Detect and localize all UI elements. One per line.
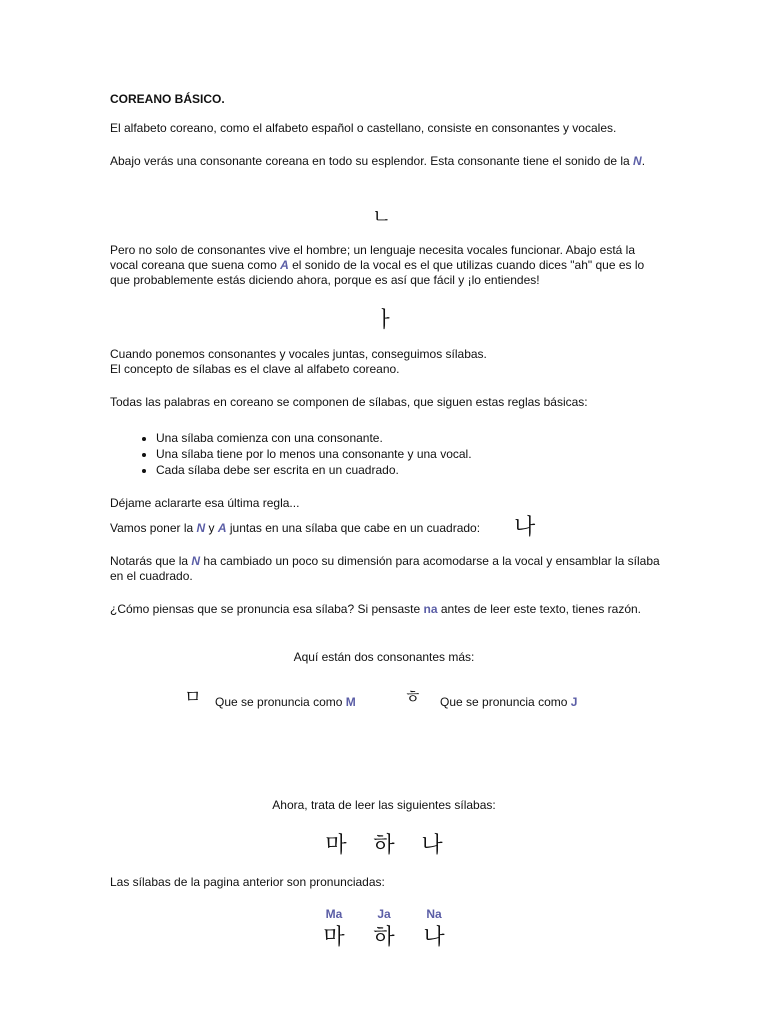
vowel-paragraph: Pero no solo de consonantes vive el hombre; un lenguaje necesita vocales funcionar. Abajo está la vocal coreana que suena como A el sonido de la vocal es el que utilizas cuando dices "ah" que es lo que probablemente estás diciendo ahora, porque es así que fácil y ¡lo entiendes!	[110, 243, 645, 287]
syllable-ma: 마	[325, 833, 347, 858]
pronounced-paragraph: Las sílabas de la pagina anterior son pronunciadas:	[110, 875, 385, 889]
korean-syllable-na: 나	[514, 515, 536, 540]
syllable-ma: 마	[323, 925, 345, 950]
read-syllables-heading: Ahora, trata de leer las siguientes sílabas:	[272, 798, 496, 812]
last-rule-paragraph: Déjame aclararte esa última regla...	[110, 496, 300, 510]
syllable-ha: 하	[373, 833, 395, 858]
label-ja: Ja	[377, 907, 391, 921]
korean-glyph-a: ㅏ	[374, 308, 396, 333]
consonant-m-caption: Que se pronuncia como M	[215, 695, 356, 709]
syllables-paragraph: Cuando ponemos consonantes y vocales juntas, conseguimos sílabas. El concepto de sílabas es el clave al alfabeto coreano.	[110, 347, 487, 376]
pronunciation-labels	[0, 907, 768, 921]
syllable-na: 나	[421, 833, 443, 858]
letter-a: A	[280, 258, 289, 272]
list-item: • Una sílaba comienza con una consonante.	[156, 430, 472, 446]
letter-n: N	[633, 154, 642, 168]
list-item: • Cada sílaba debe ser escrita en un cuadrado.	[156, 462, 472, 478]
combine-paragraph: Vamos poner la N y A juntas en una sílaba que cabe en un cuadrado:	[110, 521, 481, 535]
label-ma: Ma	[325, 907, 343, 921]
korean-glyph-m: ㅁ	[184, 687, 202, 708]
syllable-na: 나	[423, 925, 445, 950]
syllables-row-pronounced	[0, 920, 768, 951]
list-item: • Una sílaba tiene por lo menos una consonante y una vocal.	[156, 446, 472, 462]
rules-list	[110, 430, 472, 478]
korean-glyph-n: ㄴ	[372, 204, 392, 228]
more-consonants-heading: Aquí están dos consonantes más:	[293, 650, 475, 664]
korean-glyph-j: ㅎ	[404, 687, 422, 708]
intro-paragraph: El alfabeto coreano, como el alfabeto español o castellano, consiste en consonantes y vocales.	[110, 121, 617, 135]
consonant-paragraph: Abajo verás una consonante coreana en todo su esplendor. Esta consonante tiene el sonido de la N.	[110, 154, 646, 168]
syllable-ha: 하	[373, 925, 395, 950]
dimension-paragraph: Notarás que la N ha cambiado un poco su dimensión para acomodarse a la vocal y ensamblar la sílaba en el cuadrado.	[110, 554, 660, 583]
consonant-j-caption: Que se pronuncia como J	[440, 695, 578, 709]
label-na: Na	[426, 907, 442, 921]
syllables-row	[0, 828, 768, 859]
rules-intro: Todas las palabras en coreano se componen de sílabas, que siguen estas reglas básicas:	[110, 395, 588, 409]
pronounce-paragraph: ¿Cómo piensas que se pronuncia esa sílaba? Si pensaste na antes de leer este texto, tienes razón.	[110, 602, 642, 616]
page-title: COREANO BÁSICO.	[110, 92, 225, 106]
